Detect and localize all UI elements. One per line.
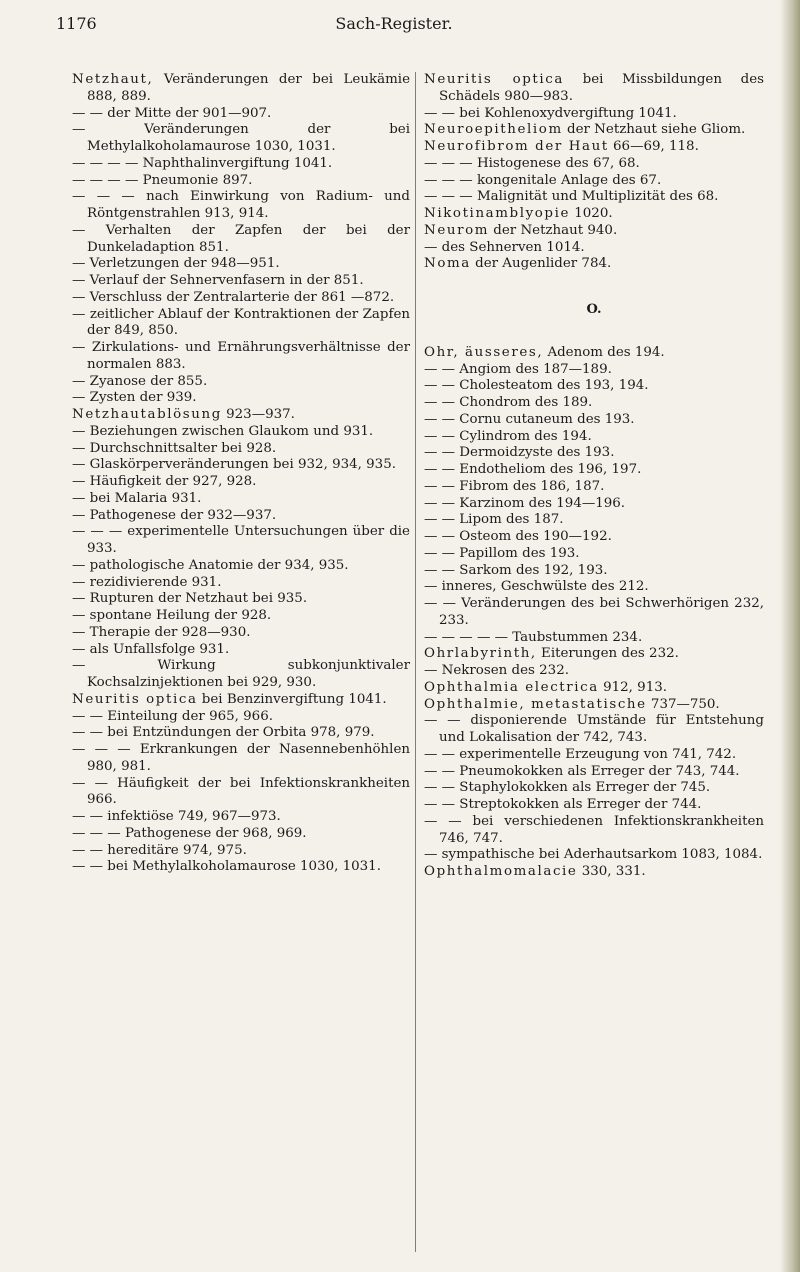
index-entry xyxy=(424,496,764,513)
entry-text: der Netzhaut siehe Gliom. xyxy=(562,122,746,138)
index-entry xyxy=(72,658,410,692)
index-entry xyxy=(424,206,764,223)
index-entry xyxy=(424,713,764,747)
entry-text: — — Streptokokken als Erreger der 744. xyxy=(424,797,702,812)
entry-keyword: Netzhaut, xyxy=(72,72,154,87)
entry-text: 66—69, 118. xyxy=(608,139,699,154)
entry-text: Veränderungen der bei Leukämie 888, 889. xyxy=(87,72,410,104)
index-entry xyxy=(72,591,410,608)
entry-text: 330, 331. xyxy=(577,864,646,879)
index-entry xyxy=(72,173,410,190)
index-entry xyxy=(424,173,764,190)
column-divider xyxy=(415,72,416,1252)
index-entry xyxy=(72,307,410,341)
entry-text: — — bei Entzündungen der Orbita 978, 979. xyxy=(72,725,375,741)
index-entry xyxy=(424,697,764,714)
entry-text: — — — Pathogenese der 968, 969. xyxy=(72,825,307,841)
entry-keyword: Ophthalmia electrica xyxy=(424,679,599,695)
section-letter-o: O. xyxy=(586,302,602,317)
index-entry xyxy=(72,642,410,659)
left-column xyxy=(72,72,410,876)
index-entry xyxy=(424,106,764,123)
index-entry xyxy=(72,223,410,257)
index-entry xyxy=(72,340,410,374)
index-entry xyxy=(72,441,410,458)
entry-text: — Verschluss der Zentralarterie der 861 —872. xyxy=(72,289,395,305)
entry-keyword: Noma xyxy=(424,256,471,272)
entry-keyword: Neurom xyxy=(424,222,490,238)
index-entry xyxy=(72,859,410,876)
entry-text: — — — Histogenese des 67, 68. xyxy=(424,155,640,171)
index-entry xyxy=(424,646,764,663)
entry-text: — pathologische Anatomie der 934, 935. xyxy=(72,557,349,573)
index-entry xyxy=(72,826,410,843)
entry-text: — — infektiöse 749, 967—973. xyxy=(72,809,281,824)
index-entry xyxy=(72,692,410,709)
index-entry xyxy=(424,797,764,814)
entry-text: — Durchschnittsalter bei 928. xyxy=(72,440,277,456)
entry-text: — — der Mitte der 901—907. xyxy=(72,105,272,121)
entry-text: — — Staphylokokken als Erreger der 745. xyxy=(424,780,711,796)
entry-text: — Beziehungen zwischen Glaukom und 931. xyxy=(72,423,374,439)
index-entry xyxy=(424,345,764,362)
entry-text: bei Missbildungen des Schädels 980—983. xyxy=(439,72,765,104)
entry-text: — inneres, Geschwülste des 212. xyxy=(424,579,649,595)
entry-text: 912, 913. xyxy=(598,679,668,695)
entry-text: — Wirkung subkonjunktivaler Kochsalzinjektionen bei 929, 930. xyxy=(72,658,410,690)
entry-text: — als Unfallsfolge 931. xyxy=(72,641,230,657)
index-entry xyxy=(424,378,764,395)
index-entry xyxy=(72,474,410,491)
index-entry xyxy=(72,625,410,642)
index-entry xyxy=(424,223,764,240)
entry-keyword: Ohr, äusseres, xyxy=(424,344,544,360)
entry-text: 923—937. xyxy=(221,407,295,422)
entry-text: — — Häufigkeit der bei Infektionskrankheiten 966. xyxy=(72,775,410,808)
entry-text: — — Fibrom des 186, 187. xyxy=(424,478,605,494)
entry-text: — Glaskörperveränderungen bei 932, 934, 935. xyxy=(72,457,396,473)
index-entry xyxy=(424,814,764,848)
index-entry xyxy=(424,579,764,596)
index-entry xyxy=(424,395,764,412)
index-entry xyxy=(424,630,764,647)
index-entry xyxy=(424,256,764,273)
index-entry xyxy=(424,529,764,546)
entry-text: — Pathogenese der 932—937. xyxy=(72,507,277,523)
entry-text: — rezidivierende 931. xyxy=(72,574,222,590)
entry-keyword: Nikotinamblyopie xyxy=(424,206,571,221)
index-entry xyxy=(424,780,764,797)
index-entry xyxy=(424,240,764,257)
entry-keyword: Neuroepitheliom xyxy=(424,122,563,138)
index-entry xyxy=(72,290,410,307)
index-entry xyxy=(424,764,764,781)
entry-text: — — — — — Taubstummen 234. xyxy=(424,629,643,645)
entry-text: — — Pneumokokken als Erreger der 743, 744. xyxy=(424,763,740,779)
entry-text: — — Cornu cutaneum des 193. xyxy=(424,411,635,427)
index-entry xyxy=(424,847,764,864)
entry-keyword: Ohrlabyrinth, xyxy=(424,646,537,662)
entry-text: — Nekrosen des 232. xyxy=(424,663,569,678)
index-entry xyxy=(72,256,410,273)
entry-text: — — Endotheliom des 196, 197. xyxy=(424,462,642,477)
index-entry xyxy=(424,72,764,106)
index-entry xyxy=(424,412,764,429)
entry-text: — — Cylindrom des 194. xyxy=(424,428,592,444)
entry-keyword: Neuritis optica xyxy=(424,72,564,87)
right-column xyxy=(424,72,764,881)
index-entry xyxy=(72,508,410,525)
index-entry xyxy=(424,512,764,529)
index-entry xyxy=(424,680,764,697)
index-entry xyxy=(72,407,410,424)
page-number: 1176 xyxy=(56,14,97,33)
entry-text: — sympathische bei Aderhautsarkom 1083, 1084. xyxy=(424,847,763,863)
entry-text: — bei Malaria 931. xyxy=(72,490,202,506)
index-entry xyxy=(72,709,410,726)
entry-text: — Therapie der 928—930. xyxy=(72,624,251,640)
entry-text: — Verhalten der Zapfen der bei der Dunkeladaption 851. xyxy=(72,222,410,255)
entry-text: — — bei Methylalkoholamaurose 1030, 1031. xyxy=(72,859,381,875)
entry-text: der Netzhaut 940. xyxy=(489,222,618,238)
index-entry xyxy=(424,596,764,630)
entry-text: — — Cholesteatom des 193, 194. xyxy=(424,378,649,394)
entry-text: — — Sarkom des 192, 193. xyxy=(424,562,608,578)
entry-text: — — disponierende Umstände für Entstehung und Lokalisation der 742, 743. xyxy=(424,713,764,745)
entry-text: — — bei Kohlenoxydvergiftung 1041. xyxy=(424,105,677,121)
entry-text: — — experimentelle Erzeugung von 741, 742. xyxy=(424,746,737,762)
entry-text: — — — — Pneumonie 897. xyxy=(72,172,253,188)
index-entry xyxy=(72,156,410,173)
index-entry xyxy=(424,747,764,764)
entry-text: — Verlauf der Sehnervenfasern in der 851. xyxy=(72,273,364,288)
entry-text: — Zirkulations- und Ernährungsverhältnisse der normalen 883. xyxy=(72,340,410,372)
entry-text: — — — nach Einwirkung von Radium- und Röntgenstrahlen 913, 914. xyxy=(72,189,410,221)
index-entry xyxy=(72,72,410,106)
index-entry xyxy=(72,843,410,860)
index-entry xyxy=(424,139,764,156)
entry-text: 737—750. xyxy=(646,696,720,712)
entry-keyword: Netzhautablösung xyxy=(72,407,222,422)
index-entry xyxy=(424,864,764,881)
index-entry xyxy=(424,189,764,206)
index-entry xyxy=(72,524,410,558)
index-entry xyxy=(424,445,764,462)
entry-text: — — Lipom des 187. xyxy=(424,512,564,528)
entry-keyword: Ophthalmie, metastatische xyxy=(424,696,647,712)
entry-keyword: Neurofibrom der Haut xyxy=(424,139,609,154)
running-title: Sach-Register. xyxy=(335,14,453,33)
entry-text: — — Papillom des 193. xyxy=(424,545,580,561)
entry-text: Eiterungen des 232. xyxy=(536,646,679,662)
entry-text: — — Osteom des 190—192. xyxy=(424,529,612,544)
index-entry xyxy=(424,479,764,496)
entry-text: — Häufigkeit der 927, 928. xyxy=(72,474,257,489)
entry-text: — des Sehnerven 1014. xyxy=(424,239,585,255)
index-entry xyxy=(72,558,410,575)
index-entry xyxy=(72,189,410,223)
index-entry xyxy=(72,374,410,391)
index-entry xyxy=(424,122,764,139)
entry-keyword: Ophthalmomalacie xyxy=(424,864,578,879)
index-entry xyxy=(72,491,410,508)
entry-text: — — — Malignität und Multiplizität des 68. xyxy=(424,189,719,205)
entry-text: der Augenlider 784. xyxy=(470,256,612,272)
index-entry xyxy=(72,390,410,407)
index-entry xyxy=(424,362,764,379)
entry-text: — — — Erkrankungen der Nasennebenhöhlen 980, 981. xyxy=(72,742,410,774)
entry-text: — — Dermoidzyste des 193. xyxy=(424,445,615,461)
index-entry xyxy=(424,462,764,479)
index-entry xyxy=(72,106,410,123)
index-entry xyxy=(72,122,410,156)
index-entry xyxy=(72,725,410,742)
entry-text: — — Veränderungen des bei Schwerhörigen 232, 233. xyxy=(424,596,764,628)
entry-text: — Verletzungen der 948—951. xyxy=(72,256,280,272)
entry-text: — — — kongenitale Anlage des 67. xyxy=(424,172,662,188)
index-entry xyxy=(424,429,764,446)
entry-text: — Veränderungen der bei Methylalkoholamaurose 1030, 1031. xyxy=(72,122,410,154)
entry-text: — Zyanose der 855. xyxy=(72,373,208,389)
index-entry xyxy=(72,608,410,625)
entry-text: — — — experimentelle Untersuchungen über die 933. xyxy=(72,524,410,556)
index-entry xyxy=(424,663,764,680)
entry-text: — — Angiom des 187—189. xyxy=(424,361,612,377)
entry-text: — — Chondrom des 189. xyxy=(424,395,593,410)
index-entry xyxy=(424,546,764,563)
entry-text: — — bei verschiedenen Infektionskrankheiten 746, 747. xyxy=(424,813,764,846)
entry-text: — Zysten der 939. xyxy=(72,390,197,406)
page-edge-shadow xyxy=(780,0,800,1272)
entry-text: — zeitlicher Ablauf der Kontraktionen der Zapfen der 849, 850. xyxy=(72,306,410,339)
entry-text: — — hereditäre 974, 975. xyxy=(72,842,247,858)
index-entry xyxy=(72,575,410,592)
entry-text: — — Einteilung der 965, 966. xyxy=(72,708,273,724)
entry-text: — — — — Naphthalinvergiftung 1041. xyxy=(72,155,333,171)
entry-text: 1020. xyxy=(570,206,613,221)
entries-letter-n xyxy=(424,72,764,273)
entry-text: Adenom des 194. xyxy=(543,344,665,360)
index-entry xyxy=(424,156,764,173)
index-entry xyxy=(72,742,410,776)
page-header xyxy=(56,14,732,38)
index-entry xyxy=(72,457,410,474)
entries-letter-o xyxy=(424,345,764,881)
index-entry xyxy=(72,776,410,810)
entry-text: — — Karzinom des 194—196. xyxy=(424,495,626,511)
index-entry xyxy=(72,424,410,441)
entry-keyword: Neuritis optica xyxy=(72,691,198,707)
index-entry xyxy=(72,273,410,290)
entry-text: bei Benzinvergiftung 1041. xyxy=(197,691,387,707)
entry-text: — Rupturen der Netzhaut bei 935. xyxy=(72,591,308,607)
entry-text: — spontane Heilung der 928. xyxy=(72,608,272,623)
index-entry xyxy=(424,563,764,580)
index-entry xyxy=(72,809,410,826)
